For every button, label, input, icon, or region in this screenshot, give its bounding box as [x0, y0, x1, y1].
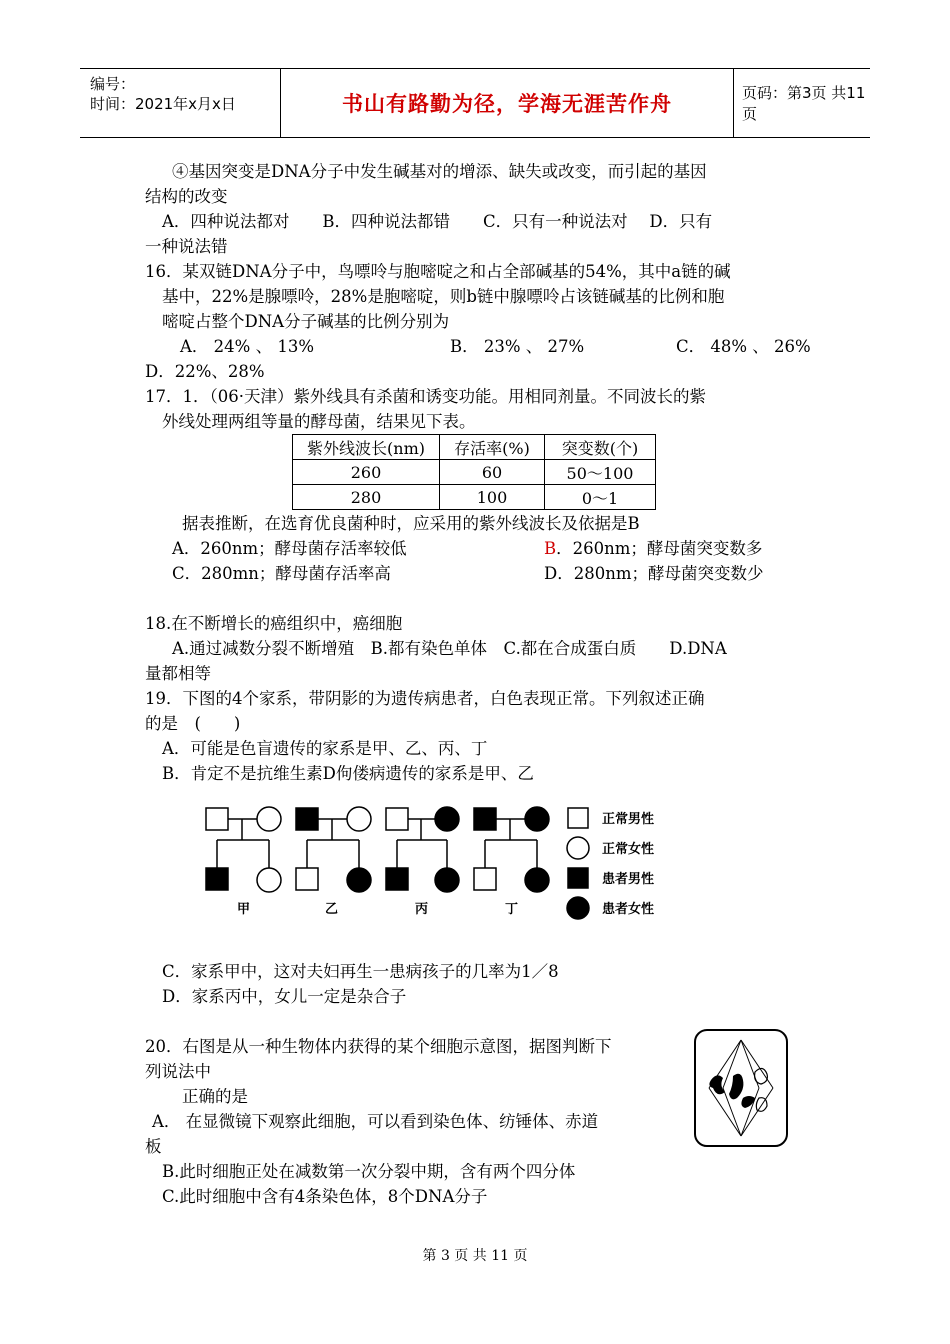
uv-results-table: [292, 434, 656, 510]
legend-affected-female-symbol: [567, 897, 589, 919]
pedigree-affected-female: [347, 868, 371, 892]
table-cell: 50～100: [545, 460, 656, 485]
q16-option-b: B． 23% 、 27%: [450, 337, 585, 356]
pedigree-affected-female: [435, 807, 459, 831]
header-left: [80, 69, 280, 137]
q20-option-a-line1: A． 在显微镜下观察此细胞，可以看到染色体、纺锤体、赤道: [152, 1112, 599, 1131]
q17-option-b-letter: B: [544, 539, 557, 558]
pedigree-affected-female: [525, 868, 549, 892]
pedigree-normal-male: [474, 868, 496, 890]
table-cell: 100: [440, 485, 545, 510]
q20-option-b: B.此时细胞正处在减数第一次分裂中期，含有两个四分体: [162, 1162, 576, 1181]
q20-option-c: C.此时细胞中含有4条染色体，8个DNA分子: [162, 1187, 488, 1206]
legend-normal-male-symbol: [568, 808, 588, 828]
q20-stem-line1: 20．右图是从一种生物体内获得的某个细胞示意图，据图判断下: [145, 1037, 612, 1056]
q17-stem-line1: 17．1．（06·天津）紫外线具有杀菌和诱变功能。用相同剂量。不同波长的紫: [145, 387, 706, 406]
table-cell: 60: [440, 460, 545, 485]
q17-option-d: D．280nm；酵母菌突变数少: [544, 564, 764, 583]
family-label-ding: 丁: [505, 902, 519, 917]
table-cell: 0～1: [545, 485, 656, 510]
table-row: [293, 460, 656, 485]
q16-option-d: D．22%、28%: [145, 362, 265, 381]
pedigree-normal-female: [257, 868, 281, 892]
q17-option-c: C．280mn；酵母菌存活率高: [172, 564, 391, 583]
q20-option-a-line2: 板: [145, 1137, 162, 1156]
header-motto: [280, 69, 734, 137]
legend-affected-male-symbol: [568, 868, 588, 888]
q15-item4-line2: 结构的改变: [145, 187, 228, 206]
pedigree-affected-female: [525, 807, 549, 831]
family-label-bing: 丙: [415, 902, 429, 917]
legend-normal-female-label: 正常女性: [602, 842, 655, 857]
table-header-cell: 存活率(%): [440, 435, 545, 460]
pedigree-figure: [195, 795, 675, 935]
pedigree-affected-male: [296, 808, 318, 830]
q18-options-line1: A.通过减数分裂不断增殖 B.都有染色单体 C.都在合成蛋白质 D.DNA: [172, 639, 727, 658]
table-row: [293, 485, 656, 510]
header-page-number: 页码：第3页 共11页: [742, 84, 866, 123]
q17-option-b-text: ．260nm；酵母菌突变数多: [556, 539, 763, 558]
q17-after-table: 据表推断，在选育优良菌种时，应采用的紫外线波长及依据是B: [182, 514, 640, 533]
q19-option-a: A．可能是色盲遗传的家系是甲、乙、丙、丁: [162, 739, 488, 758]
q19-option-c: C．家系甲中，这对夫妇再生一患病孩子的几率为1／8: [162, 962, 559, 981]
cell-diagram: [693, 1028, 789, 1148]
pedigree-normal-male: [386, 808, 408, 830]
pedigree-normal-male: [206, 808, 228, 830]
legend-normal-male-label: 正常男性: [602, 812, 655, 827]
q18-options-line2: 量都相等: [145, 664, 211, 683]
pedigree-affected-female: [435, 868, 459, 892]
table-header-cell: 紫外线波长(nm): [293, 435, 440, 460]
family-label-jia: 甲: [237, 902, 251, 917]
q19-option-d: D．家系丙中，女儿一定是杂合子: [162, 987, 407, 1006]
date-label: 时间：2021年x月x日: [90, 95, 236, 113]
q20-stem-line3: 正确的是: [182, 1087, 248, 1106]
page-header: [80, 68, 870, 138]
table-cell: 280: [293, 485, 440, 510]
q16-stem-line1: 16．某双链DNA分子中，鸟嘌呤与胞嘧啶之和占全部碱基的54%，其中a链的碱: [145, 262, 731, 281]
legend-affected-male-label: 患者男性: [602, 872, 655, 887]
q16-option-a: A． 24% 、 13%: [180, 337, 314, 356]
page-footer: 第 3 页 共 11 页: [422, 1248, 528, 1264]
serial-number-label: 编号：: [90, 75, 136, 93]
q16-stem-line2: 基中，22%是腺嘌呤，28%是胞嘧啶，则b链中腺嘌呤占该链碱基的比例和胞: [162, 287, 725, 306]
pedigree-affected-male: [386, 868, 408, 890]
pedigree-normal-female: [257, 807, 281, 831]
q16-stem-line3: 嘧啶占整个DNA分子碱基的比例分别为: [162, 312, 450, 331]
table-header-cell: 突变数(个): [545, 435, 656, 460]
pedigree-affected-male: [474, 808, 496, 830]
pedigree-normal-male: [296, 868, 318, 890]
q19-stem-line1: 19．下图的4个家系，带阴影的为遗传病患者，白色表现正常。下列叙述正确: [145, 689, 705, 708]
pedigree-normal-female: [347, 807, 371, 831]
q19-stem-line2: 的是 ( ): [145, 714, 241, 733]
q16-option-c: C． 48% 、 26%: [676, 337, 811, 356]
pedigree-affected-male: [206, 868, 228, 890]
q17-stem-line2: 外线处理两组等量的酵母菌，结果见下表。: [162, 412, 476, 431]
q15-item4-line1: ④基因突变是DNA分子中发生碱基对的增添、缺失或改变，而引起的基因: [172, 162, 707, 181]
q17-option-b: [544, 537, 762, 561]
legend-normal-female-symbol: [567, 837, 589, 859]
legend-affected-female-label: 患者女性: [602, 902, 655, 917]
q17-option-a: A．260nm；酵母菌存活率较低: [172, 539, 407, 558]
q15-options-line2: 一种说法错: [145, 237, 228, 256]
q18-stem: 18.在不断增长的癌组织中，癌细胞: [145, 614, 403, 633]
motto-text: 书山有路勤为径，学海无涯苦作舟: [342, 92, 672, 116]
table-header-row: [293, 435, 656, 460]
table-cell: 260: [293, 460, 440, 485]
q20-stem-line2: 列说法中: [145, 1062, 211, 1081]
q19-option-b: B．肯定不是抗维生素D佝偻病遗传的家系是甲、乙: [162, 764, 534, 783]
q15-options-line1: A．四种说法都对 B．四种说法都错 C．只有一种说法对 D．只有: [162, 212, 713, 231]
family-label-yi: 乙: [325, 902, 339, 917]
